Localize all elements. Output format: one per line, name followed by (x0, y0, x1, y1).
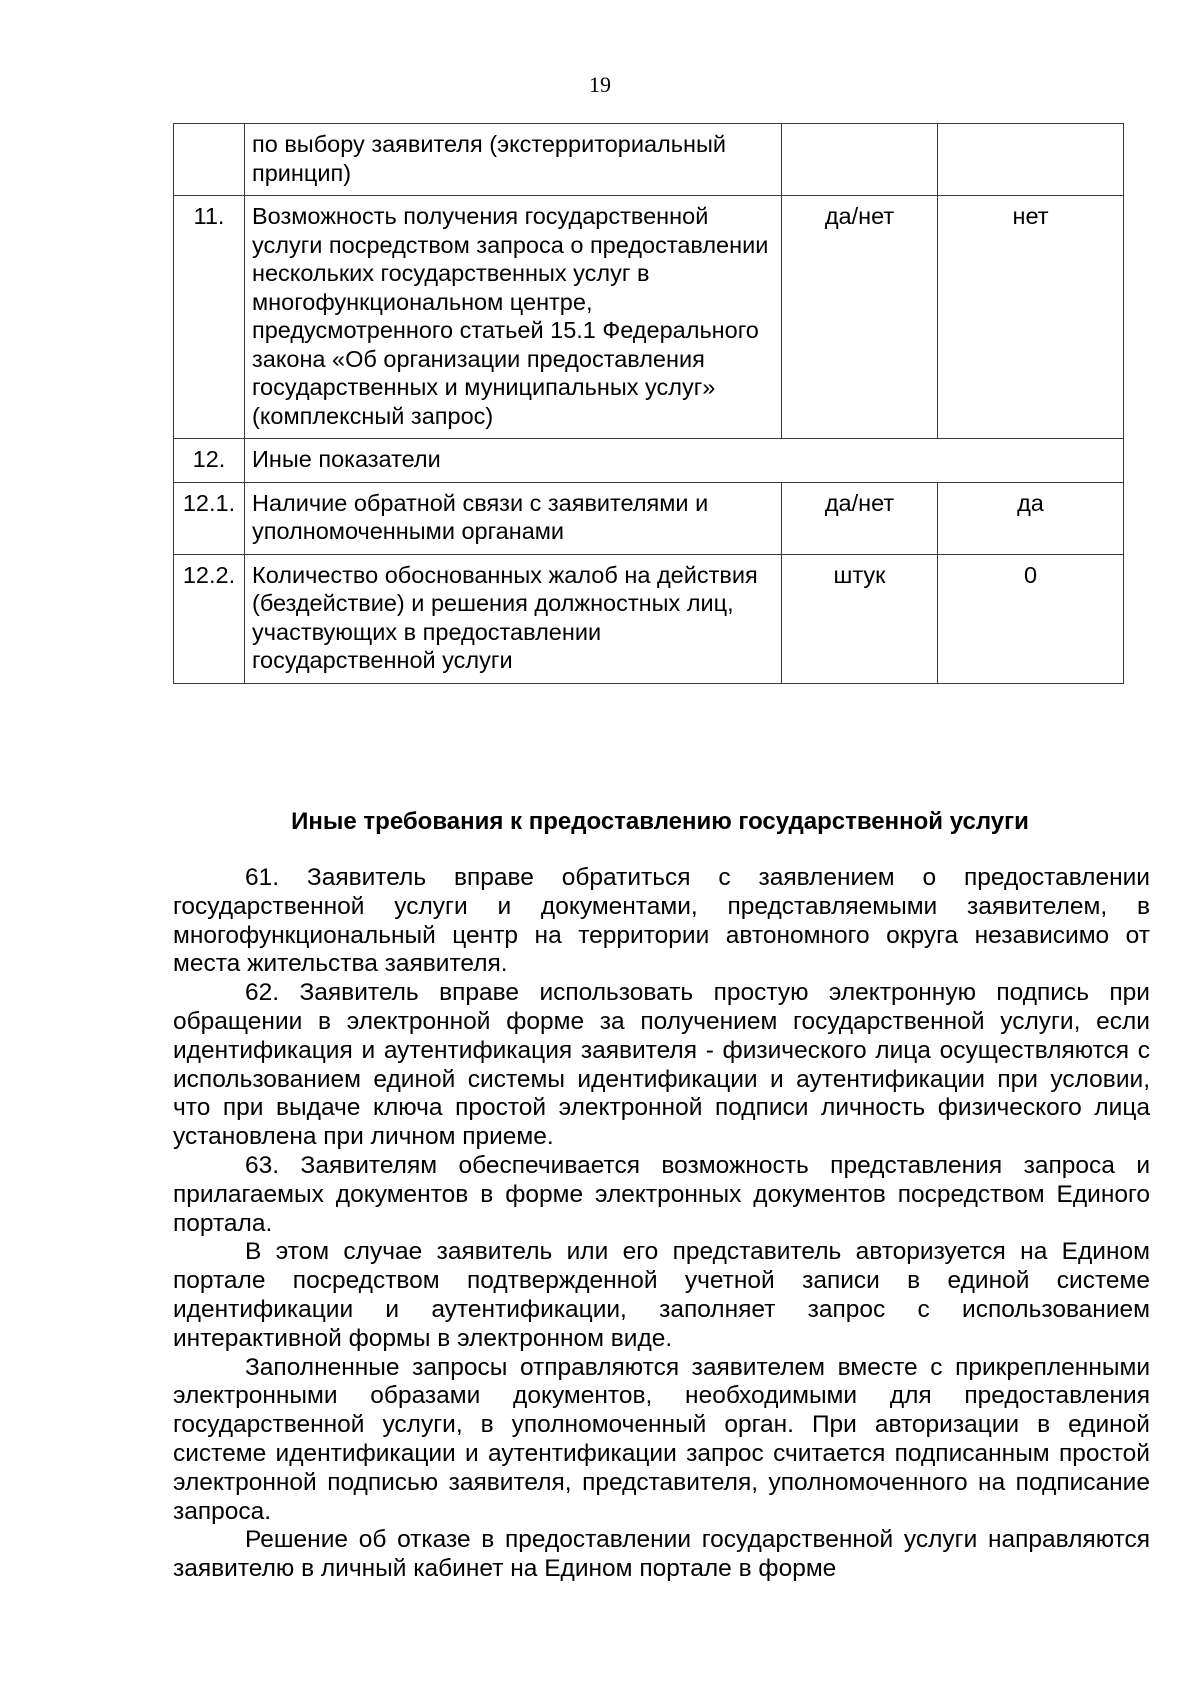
indicator-text: Возможность получения государственной услуги посредством запроса о предоставлении нескольких государственных услуг в многофункциональном центре, предусмотренного статьей 15.1 Федерального закона «Об организации предоставления государственных и муниципальных услуг» (комплексный запрос) (245, 196, 782, 439)
indicator-group-title: Иные показатели (245, 439, 1124, 483)
paragraph-61: 61. Заявитель вправе обратиться с заявлением о предоставлении государственной услуги и документами, представляемыми заявителем, в многофункциональный центр на территории автономного округа независимо от места жительства заявителя. (173, 864, 1150, 978)
page-number: 19 (589, 72, 611, 97)
value-cell: да (938, 482, 1124, 554)
row-number: 12.1. (174, 482, 245, 554)
value-cell: 0 (938, 554, 1124, 683)
body-text (173, 864, 1150, 1584)
unit-cell: да/нет (782, 196, 938, 439)
paragraph-62: 62. Заявитель вправе использовать простую электронную подпись при обращении в электронной форме за получением государственной услуги, если идентификация и аутентификация заявителя - физического лица осуществляются с использованием единой системы идентификации и аутентификации при условии, что при выдаче ключа простой электронной подписи личность физического лица установлена при личном приеме. (173, 979, 1150, 1151)
indicator-text: Количество обоснованных жалоб на действия (бездействие) и решения должностных лиц, участвующих в предоставлении государственной услуги (245, 554, 782, 683)
indicator-text: по выбору заявителя (экстерриториальный принцип) (245, 124, 782, 196)
paragraph: В этом случае заявитель или его представитель авторизуется на Едином портале посредством подтвержденной учетной записи в единой системе идентификации и аутентификации, заполняет запрос с использованием интерактивной формы в электронном виде. (173, 1238, 1150, 1352)
unit-cell (782, 124, 938, 196)
unit-cell: да/нет (782, 482, 938, 554)
row-number: 11. (174, 196, 245, 439)
paragraph: Решение об отказе в предоставлении государственной услуги направляются заявителю в личный кабинет на Едином портале в форме (173, 1526, 1150, 1583)
table-row (174, 482, 1124, 554)
section-heading: Иные требования к предоставлению государственной услуги (291, 808, 1029, 835)
paragraph-63: 63. Заявителям обеспечивается возможность представления запроса и прилагаемых документов в форме электронных документов посредством Единого портала. (173, 1151, 1150, 1237)
indicator-text: Наличие обратной связи с заявителями и уполномоченными органами (245, 482, 782, 554)
table-row (174, 554, 1124, 683)
value-cell (938, 124, 1124, 196)
paragraph: Заполненные запросы отправляются заявителем вместе с прикрепленными электронными образами документов, необходимыми для предоставления государственной услуги, в уполномоченный орган. При авторизации в единой системе идентификации и аутентификации запрос считается подписанным простой электронной подписью заявителя, представителя, уполномоченного на подписание запроса. (173, 1353, 1150, 1525)
unit-cell: штук (782, 554, 938, 683)
indicators-table (173, 123, 1124, 684)
table-row (174, 196, 1124, 439)
value-cell: нет (938, 196, 1124, 439)
row-number: 12.2. (174, 554, 245, 683)
row-number: 12. (174, 439, 245, 483)
row-number (174, 124, 245, 196)
table-row (174, 439, 1124, 483)
table-row (174, 124, 1124, 196)
